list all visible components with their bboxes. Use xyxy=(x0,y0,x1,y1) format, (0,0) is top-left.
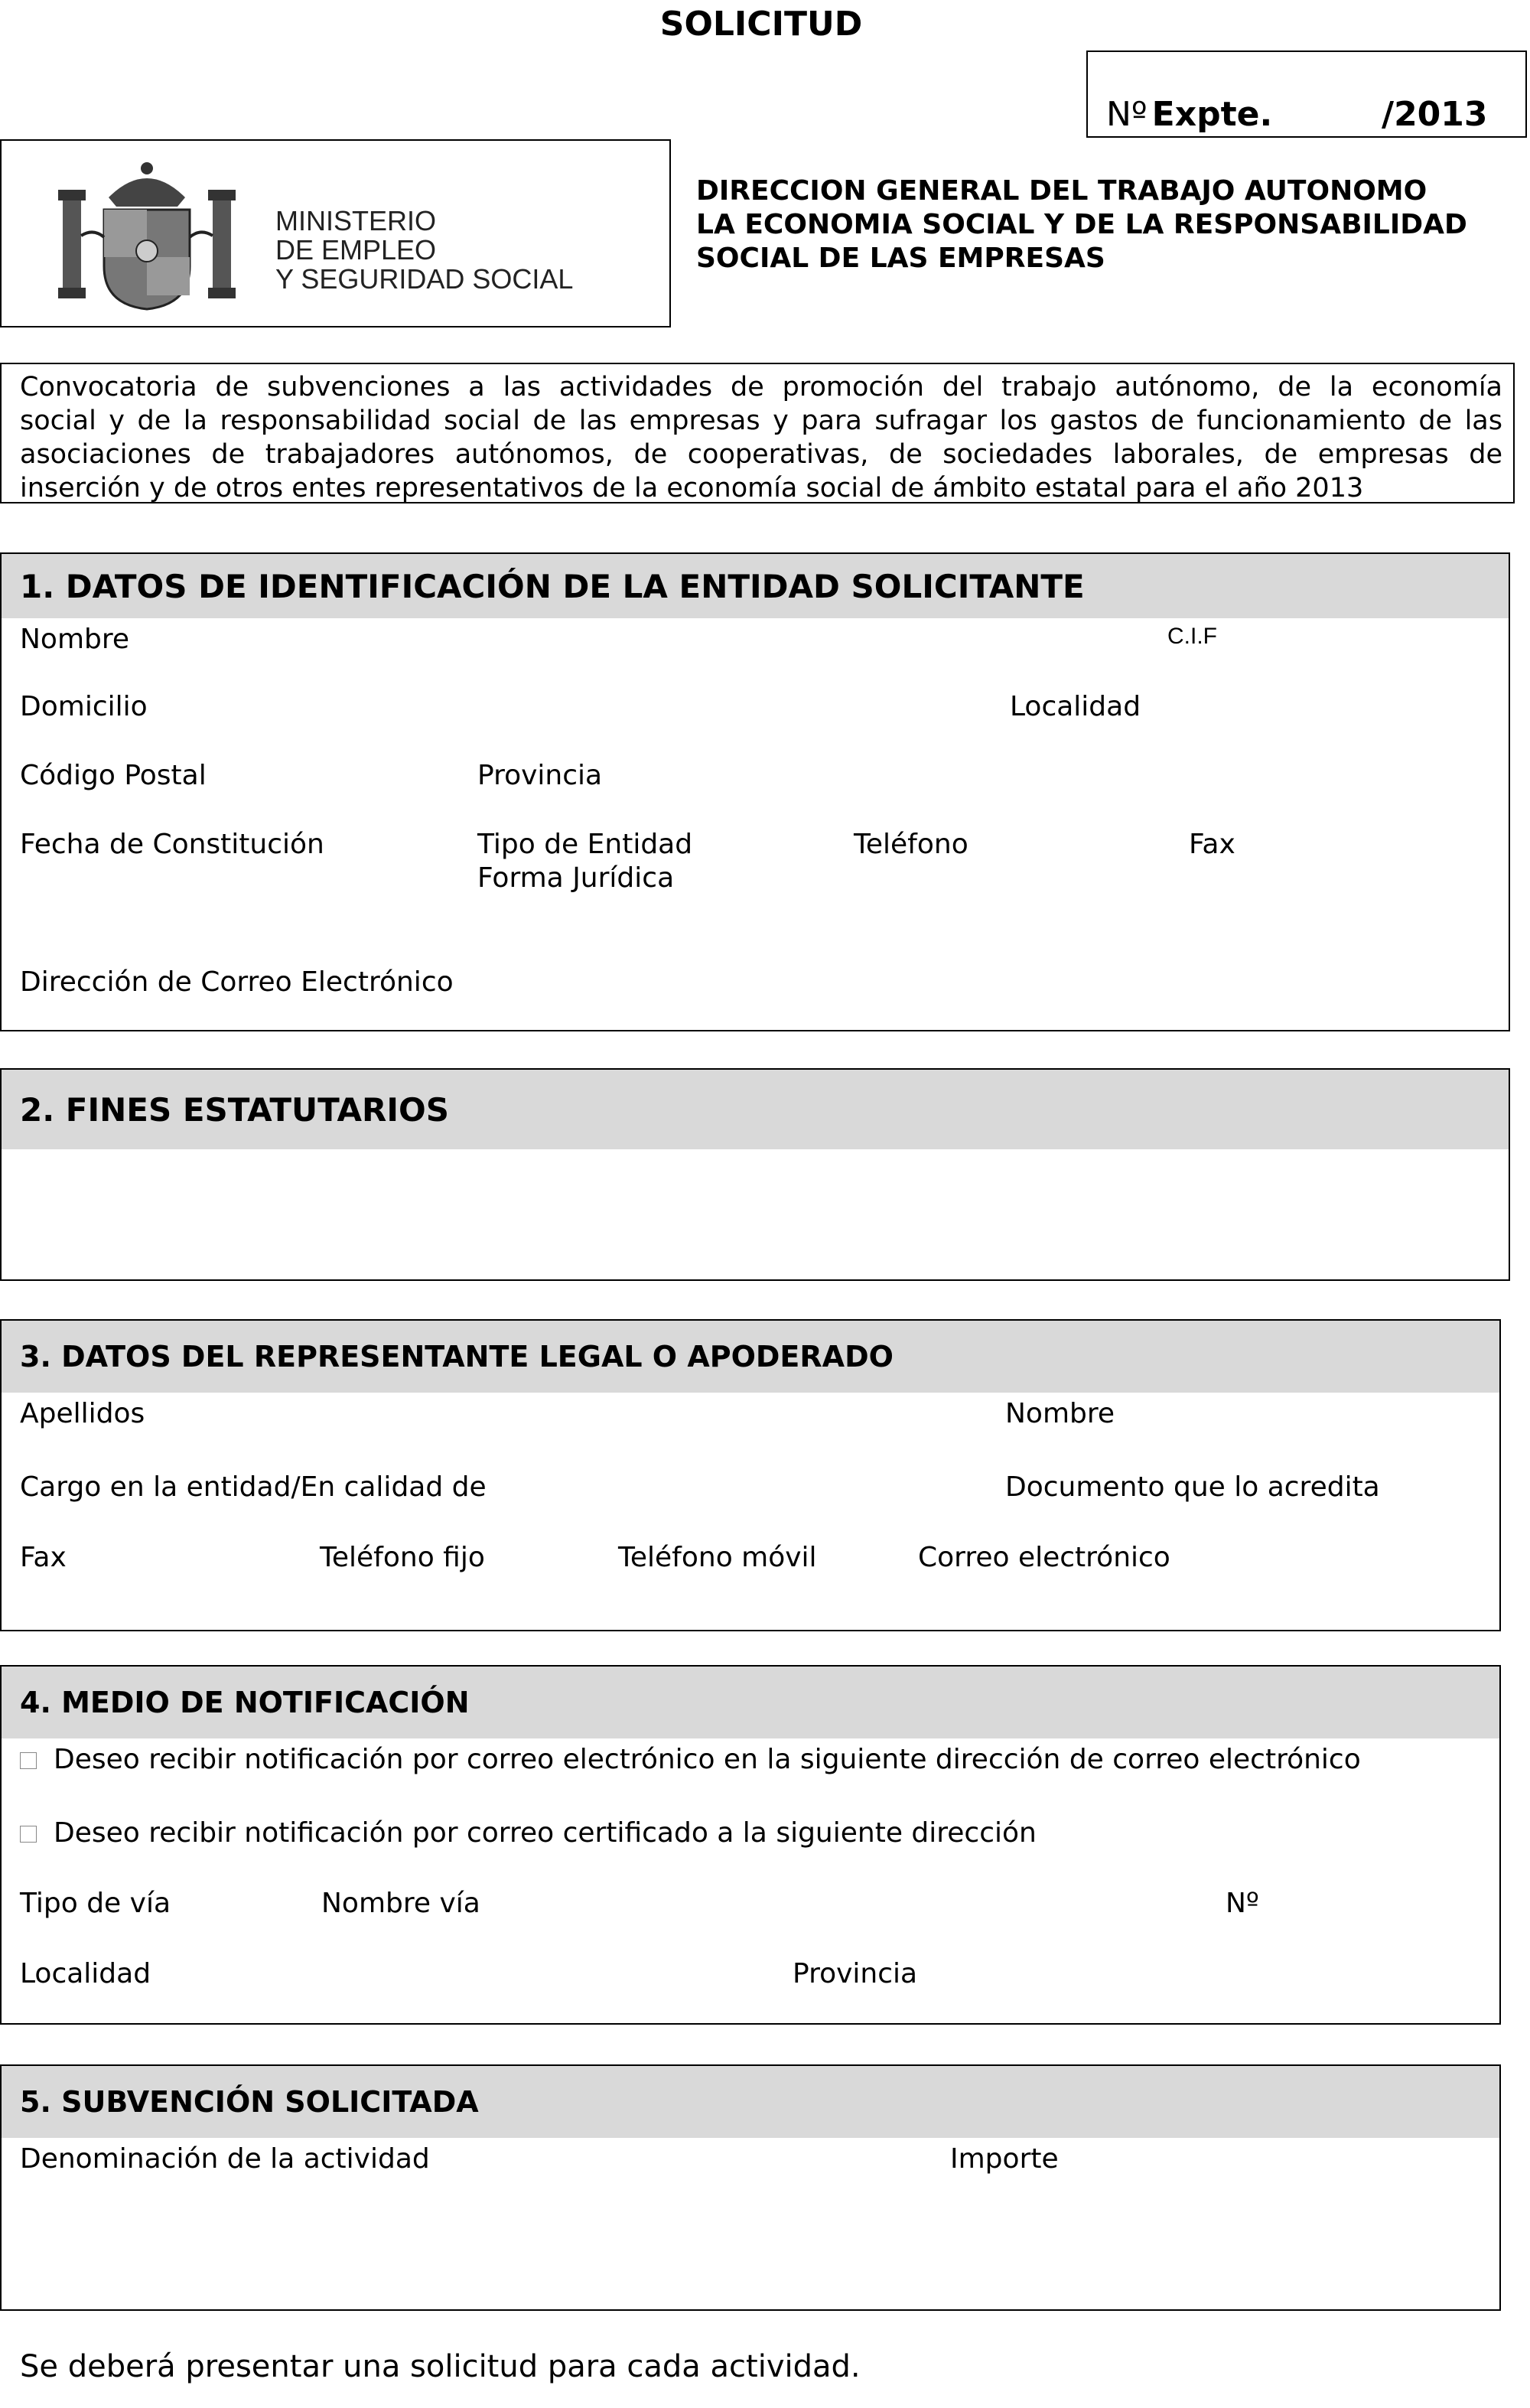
s1-correo-field[interactable]: Dirección de Correo Electrónico xyxy=(0,961,1510,1031)
s4-opcion-email-row xyxy=(0,1738,1501,1813)
ministry-line-2: DE EMPLEO xyxy=(275,234,437,266)
s3-correo-field[interactable]: Correo electrónico xyxy=(900,1536,1501,1631)
s4-opcion-certificado-row xyxy=(0,1812,1501,1884)
s4-certificado-checkbox[interactable] xyxy=(20,1826,37,1843)
s1-tipo-entidad-label: Tipo de Entidad xyxy=(477,829,693,860)
convocatoria-line-1: Convocatoria de subvenciones a las actividades de promoción del trabajo autónomo, de la economía xyxy=(20,372,1502,402)
s1-codigo-postal-field[interactable]: Código Postal xyxy=(0,754,461,825)
section-5-header: 5. SUBVENCIÓN SOLICITADA xyxy=(0,2064,1501,2139)
s4-localidad-field[interactable]: Localidad xyxy=(0,1953,776,2025)
direccion-line-1: DIRECCION GENERAL DEL TRABAJO AUTONOMO xyxy=(696,175,1427,207)
s4-tipo-via-field[interactable]: Tipo de vía xyxy=(0,1882,304,1954)
s1-fax-field[interactable]: Fax xyxy=(1170,823,1510,963)
convocatoria-box xyxy=(0,363,1515,503)
section-3-header: 3. DATOS DEL REPRESENTANTE LEGAL O APODERADO xyxy=(0,1319,1501,1394)
s3-apellidos-field[interactable]: Apellidos xyxy=(0,1393,988,1468)
s4-email-checkbox[interactable] xyxy=(20,1752,37,1769)
s1-domicilio-field[interactable]: Domicilio xyxy=(0,686,993,756)
s1-nombre-field[interactable]: Nombre xyxy=(0,618,1151,687)
convocatoria-line-3: asociaciones de trabajadores autónomos, de cooperativas, de sociedades laborales, de empresas de xyxy=(20,439,1502,470)
direccion-line-3: SOCIAL DE LAS EMPRESAS xyxy=(696,243,1105,274)
s1-telefono-field[interactable]: Teléfono xyxy=(835,823,1172,963)
s1-tipo-entidad-field[interactable] xyxy=(459,823,837,963)
s1-localidad-field[interactable]: Localidad xyxy=(991,686,1510,756)
expediente-year: /2013 xyxy=(1382,95,1488,134)
s5-importe-field[interactable]: Importe xyxy=(932,2138,1501,2311)
convocatoria-line-2: social y de la responsabilidad social de las empresas y para sufragar los gastos de funcionamiento de las xyxy=(20,406,1502,436)
section-1-header: 1. DATOS DE IDENTIFICACIÓN DE LA ENTIDAD SOLICITANTE xyxy=(0,552,1510,620)
convocatoria-line-4: inserción y de otros entes representativos de la economía social de ámbito estatal para el año 2013 xyxy=(20,473,1364,503)
ministry-line-1: MINISTERIO xyxy=(275,205,437,236)
s1-cif-label: C.I.F xyxy=(1167,624,1217,649)
s1-forma-juridica-label: Forma Jurídica xyxy=(477,862,675,894)
expediente-prefix: Nº xyxy=(1106,95,1148,134)
ministry-line-3: Y SEGURIDAD SOCIAL xyxy=(275,263,574,295)
section-4-header: 4. MEDIO DE NOTIFICACIÓN xyxy=(0,1665,1501,1740)
coat-of-arms-icon xyxy=(55,152,239,317)
s3-documento-field[interactable]: Documento que lo acredita xyxy=(987,1466,1501,1538)
s2-fines-field[interactable] xyxy=(0,1149,1510,1281)
s3-nombre-field[interactable]: Nombre xyxy=(987,1393,1501,1468)
expediente-box xyxy=(1086,51,1527,138)
s4-provincia-field[interactable]: Provincia xyxy=(774,1953,1501,2025)
s4-opcion-certificado-label: Deseo recibir notificación por correo certificado a la siguiente dirección xyxy=(54,1817,1037,1849)
s4-nombre-via-field[interactable]: Nombre vía xyxy=(303,1882,1209,1954)
s3-telefono-movil-field[interactable]: Teléfono móvil xyxy=(600,1536,901,1631)
ministry-logo-box xyxy=(0,139,671,327)
expediente-label: Expte. xyxy=(1151,95,1273,134)
s5-denominacion-field[interactable]: Denominación de la actividad xyxy=(0,2138,933,2311)
s3-telefono-fijo-field[interactable]: Teléfono fijo xyxy=(301,1536,601,1631)
direccion-line-2: LA ECONOMIA SOCIAL Y DE LA RESPONSABILIDAD xyxy=(696,209,1467,240)
s1-fecha-constitucion-field[interactable]: Fecha de Constitución xyxy=(0,823,461,963)
s4-opcion-email-label: Deseo recibir notificación por correo electrónico en la siguiente dirección de correo electrónico xyxy=(54,1744,1361,1775)
s1-cif-field[interactable] xyxy=(1149,618,1510,687)
section-2-header: 2. FINES ESTATUTARIOS xyxy=(0,1068,1510,1151)
s3-fax-field[interactable]: Fax xyxy=(0,1536,303,1631)
page-title: SOLICITUD xyxy=(659,5,863,44)
footer-note: Se deberá presentar una solicitud para cada actividad. xyxy=(20,2349,861,2384)
s4-numero-field[interactable]: Nº xyxy=(1207,1882,1501,1954)
s3-cargo-field[interactable]: Cargo en la entidad/En calidad de xyxy=(0,1466,988,1538)
s1-provincia-field[interactable]: Provincia xyxy=(459,754,1510,825)
